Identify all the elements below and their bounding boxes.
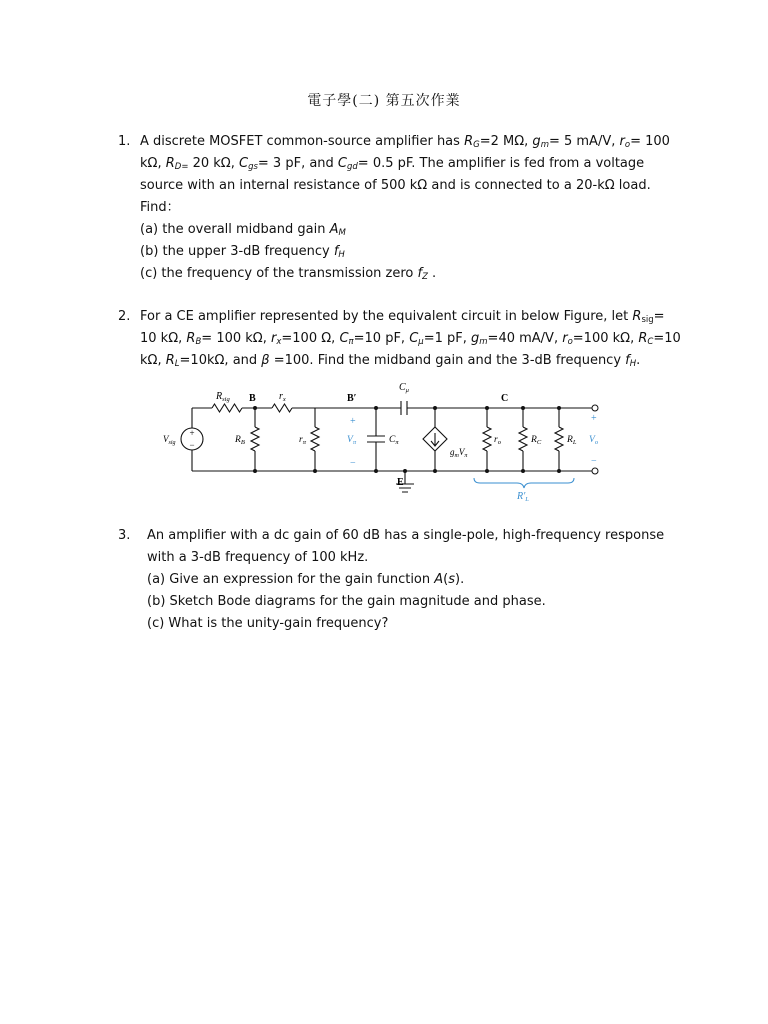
text: kΩ,: [140, 353, 166, 368]
symbol: g: [532, 134, 541, 149]
text-line: [140, 241, 660, 263]
text: = 0.5 pF. The amplifier is fed from a voltage: [357, 156, 645, 171]
subscript: o: [567, 337, 573, 347]
text: = 5 mA/V,: [548, 134, 620, 149]
text-line: [140, 219, 660, 241]
text: (a) Give an expression for the gain function: [147, 572, 435, 587]
circuit-diagram: [0, 375, 768, 515]
question-number: 2.: [118, 309, 131, 324]
subscript: B: [195, 337, 202, 347]
text: .: [427, 266, 437, 281]
label-gm-vpi: $g_mV_\pi$: [450, 447, 468, 459]
label-node-c: C: [501, 393, 509, 404]
rc-resistor: [519, 427, 527, 451]
symbol: C: [409, 331, 419, 346]
text-line: [140, 131, 670, 153]
symbol: R: [632, 309, 642, 324]
symbol: C: [339, 331, 349, 346]
subscript: Z: [422, 272, 428, 282]
text: 10 kΩ,: [140, 331, 187, 346]
label-rx: $r_x$: [279, 391, 286, 403]
text-line: [140, 350, 660, 372]
label-rc: $R_C$: [531, 435, 542, 446]
symbol: R: [464, 134, 474, 149]
label-rl-prime: $R'_L$: [517, 491, 529, 503]
subscript: H: [338, 250, 345, 260]
subscript: π: [348, 337, 354, 347]
text: = 100: [630, 134, 670, 149]
text-line: with a 3-dB frequency of 100 kHz.: [147, 550, 369, 565]
rsig-resistor: [212, 404, 242, 412]
subscript: x: [276, 337, 282, 347]
label-node-bprime: B′: [347, 393, 357, 404]
symbol: r: [271, 331, 277, 346]
text: (: [443, 572, 449, 587]
ro-resistor: [483, 427, 491, 451]
question-body: [140, 306, 681, 372]
subscript: C: [647, 337, 654, 347]
symbol: R: [638, 331, 648, 346]
symbol: C: [239, 156, 249, 171]
text: =1 pF,: [423, 331, 471, 346]
text-line: [140, 153, 660, 175]
label-ro: $r_o$: [494, 435, 501, 446]
rl-resistor: [555, 427, 563, 451]
label-vo: $V_o$: [589, 435, 599, 446]
rb-resistor: [251, 427, 259, 451]
label-cpi: $C_\pi$: [389, 435, 399, 446]
symbol: A: [329, 222, 339, 237]
symbol: r: [562, 331, 568, 346]
symbol: r: [619, 134, 625, 149]
rx-resistor: [272, 404, 292, 412]
output-terminal-bottom: [592, 468, 598, 474]
symbol: f: [333, 244, 339, 259]
text: =100 Ω,: [281, 331, 340, 346]
subscript: M: [338, 228, 346, 238]
subscript: G: [473, 140, 480, 150]
text: For a CE amplifier represented by the equivalent circuit in below Figure, let: [140, 309, 633, 324]
text-line: An amplifier with a dc gain of 60 dB has a single-pole, high-frequency response: [147, 528, 665, 543]
text-line: [140, 306, 665, 328]
text-line: [140, 328, 681, 350]
subscript: H: [629, 359, 637, 369]
subscript: m: [479, 337, 488, 347]
question-number: 1.: [118, 134, 131, 149]
cmu-capacitor-plates: [401, 401, 407, 415]
label-rb: $R_B$: [235, 435, 245, 446]
subscript: D=: [174, 162, 189, 172]
text-line: (c) What is the unity-gain frequency?: [147, 616, 389, 631]
subscript: μ: [418, 337, 424, 347]
label-vo-plus: +: [591, 413, 597, 424]
label-vpi-minus: −: [350, 458, 356, 469]
symbol: s: [448, 572, 456, 587]
text: = 3 pF, and: [257, 156, 338, 171]
label-vo-minus: −: [591, 456, 597, 467]
text: = 100 kΩ,: [201, 331, 271, 346]
question-number: 3.: [118, 528, 131, 543]
label-rsig: $R_{sig}$: [216, 391, 230, 403]
rpi-resistor: [311, 427, 319, 451]
symbol: R: [165, 156, 175, 171]
question-body: [140, 131, 670, 285]
subscript: m: [540, 140, 549, 150]
symbol: A: [434, 572, 444, 587]
text: =10: [653, 331, 681, 346]
subscript: sig: [641, 315, 654, 325]
label-node-e: E: [397, 477, 404, 488]
source-plus: +: [189, 428, 195, 438]
label-cmu: $C_\mu$: [399, 382, 409, 394]
subscript: gs: [248, 162, 258, 172]
subscript: o: [624, 140, 631, 150]
text: =: [653, 309, 665, 324]
text: A discrete MOSFET common-source amplifier has: [140, 134, 465, 149]
rl-prime-brace: [474, 478, 574, 488]
symbol: R: [186, 331, 196, 346]
label-vpi: $V_\pi$: [347, 435, 357, 446]
label-vpi-plus: +: [350, 416, 356, 427]
text: =100 kΩ,: [572, 331, 639, 346]
symbol: f: [417, 266, 423, 281]
circuit-wires: [181, 401, 592, 492]
page-title: 電子學(二) 第五次作業: [307, 93, 461, 109]
text: =40 mA/V,: [487, 331, 563, 346]
output-terminal-top: [592, 405, 598, 411]
text: =100. Find the midband gain and the 3-dB frequency: [269, 353, 626, 368]
text-line: Find：: [140, 200, 180, 215]
symbol: β: [261, 353, 270, 368]
text-line: [147, 569, 662, 591]
symbol: R: [165, 353, 175, 368]
text: ).: [455, 572, 465, 587]
subscript: gd: [347, 162, 358, 172]
label-node-b: B: [249, 393, 256, 404]
source-minus: −: [189, 440, 195, 450]
text: (a) the overall midband gain: [140, 222, 330, 237]
text-line: (b) Sketch Bode diagrams for the gain magnitude and phase.: [147, 594, 546, 609]
text: (b) the upper 3-dB frequency: [140, 244, 334, 259]
text: =10kΩ, and: [179, 353, 262, 368]
text: =2 MΩ,: [479, 134, 533, 149]
label-rpi: $r_\pi$: [299, 435, 306, 446]
question-body: [147, 525, 665, 635]
cpi-capacitor-plates: [367, 436, 385, 442]
text: =10 pF,: [353, 331, 410, 346]
text: 20 kΩ,: [188, 156, 239, 171]
text: (c) the frequency of the transmission zero: [140, 266, 418, 281]
label-rl: $R_L$: [567, 435, 577, 446]
text: .: [636, 353, 641, 368]
symbol: C: [337, 156, 347, 171]
text-line: source with an internal resistance of 500 kΩ and is connected to a 20-kΩ load.: [140, 178, 651, 193]
subscript: L: [174, 359, 180, 369]
text: kΩ,: [140, 156, 166, 171]
symbol: g: [471, 331, 480, 346]
label-vsig: $V_{sig}$: [163, 434, 176, 446]
text-line: [140, 263, 660, 285]
symbol: f: [625, 353, 630, 368]
